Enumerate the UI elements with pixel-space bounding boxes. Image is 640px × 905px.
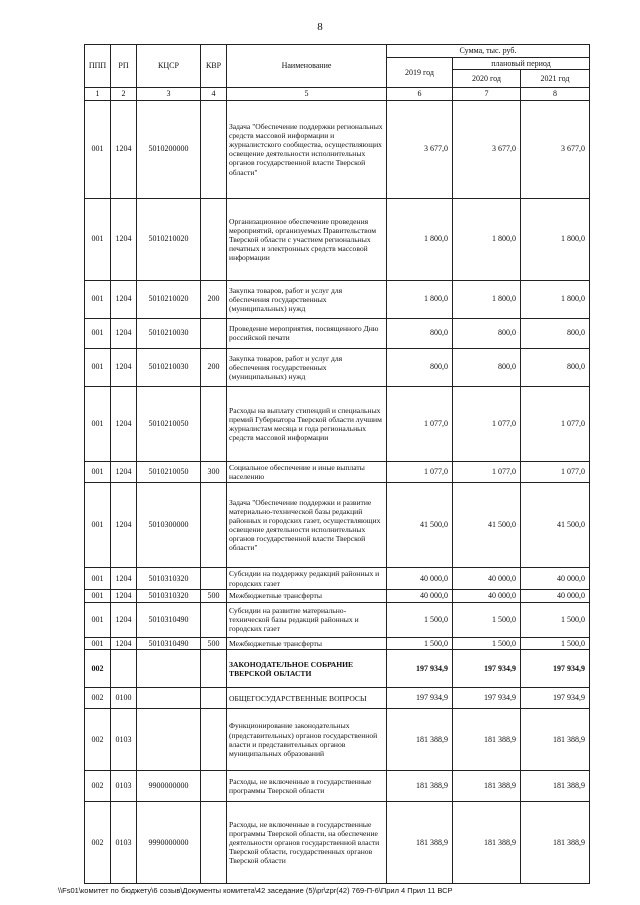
cell-kvr [201,650,227,688]
cell-kvr [201,602,227,637]
table-row [85,461,590,482]
cell-sum-2019: 41 500,0 [387,483,453,568]
cell-sum-2021: 181 388,9 [521,709,590,771]
table-row [85,602,590,637]
cell-ppp: 001 [85,198,111,280]
col-header-2021: 2021 год [521,70,590,88]
cell-sum-2021: 197 934,9 [521,688,590,709]
cell-sum-2019: 40 000,0 [387,590,453,603]
cell-sum-2019: 800,0 [387,348,453,386]
cell-sum-2020: 197 934,9 [453,688,521,709]
cell-sum-2020: 1 077,0 [453,461,521,482]
cell-kvr [201,318,227,348]
cell-sum-2020: 1 800,0 [453,280,521,318]
cell-kvr [201,688,227,709]
budget-rows [85,100,590,883]
cell-sum-2019: 1 800,0 [387,280,453,318]
cell-name: Межбюджетные трансферты [227,637,387,650]
cell-kvr: 200 [201,348,227,386]
cell-ppp: 001 [85,280,111,318]
cell-kvr [201,709,227,771]
cell-ppp: 001 [85,318,111,348]
cell-sum-2020: 181 388,9 [453,802,521,884]
col-header-ppp: ППП [85,45,111,88]
cell-ppp: 001 [85,483,111,568]
cell-ppp: 001 [85,100,111,198]
cell-sum-2021: 800,0 [521,348,590,386]
cell-kcsr: 9990000000 [137,802,201,884]
cell-sum-2019: 197 934,9 [387,650,453,688]
cell-sum-2021: 1 500,0 [521,602,590,637]
table-row [85,348,590,386]
col-header-kvr: КВР [201,45,227,88]
cell-kcsr: 5010210050 [137,461,201,482]
cell-sum-2020: 41 500,0 [453,483,521,568]
column-number-cell: 8 [521,88,590,101]
cell-ppp: 001 [85,590,111,603]
cell-kcsr: 9900000000 [137,771,201,802]
cell-sum-2021: 1 077,0 [521,386,590,461]
cell-ppp: 001 [85,348,111,386]
table-row [85,771,590,802]
cell-name: ОБЩЕГОСУДАРСТВЕННЫЕ ВОПРОСЫ [227,688,387,709]
cell-sum-2019: 1 077,0 [387,461,453,482]
page-number: 8 [317,21,323,33]
cell-sum-2019: 181 388,9 [387,802,453,884]
table-row [85,198,590,280]
col-header-kcsr: КЦСР [137,45,201,88]
cell-sum-2020: 1 500,0 [453,602,521,637]
cell-kcsr: 5010310320 [137,590,201,603]
planned-period-header: плановый период [453,57,590,70]
column-number-cell: 4 [201,88,227,101]
cell-ppp: 001 [85,602,111,637]
cell-name: Закупка товаров, работ и услуг для обеспечения государственных (муниципальных) нужд [227,348,387,386]
cell-sum-2021: 800,0 [521,318,590,348]
column-number-cell: 7 [453,88,521,101]
cell-kvr [201,771,227,802]
cell-name: Социальное обеспечение и иные выплаты населению [227,461,387,482]
column-number-cell: 3 [137,88,201,101]
cell-sum-2020: 1 077,0 [453,386,521,461]
cell-kvr: 300 [201,461,227,482]
cell-ppp: 002 [85,650,111,688]
cell-kcsr: 5010310490 [137,637,201,650]
cell-ppp: 001 [85,386,111,461]
cell-sum-2021: 40 000,0 [521,590,590,603]
col-header-2019: 2019 год [387,57,453,88]
cell-rp: 1204 [111,100,137,198]
cell-rp: 1204 [111,280,137,318]
cell-sum-2019: 1 800,0 [387,198,453,280]
table-row [85,688,590,709]
cell-name: Субсидии на развитие материально-технической базы редакций районных и городских газет [227,602,387,637]
cell-sum-2020: 40 000,0 [453,568,521,590]
cell-name: Расходы, не включенные в государственные программы Тверской области [227,771,387,802]
cell-sum-2020: 800,0 [453,348,521,386]
cell-sum-2021: 41 500,0 [521,483,590,568]
cell-sum-2021: 1 800,0 [521,280,590,318]
table-row [85,709,590,771]
cell-rp: 1204 [111,637,137,650]
cell-ppp: 002 [85,709,111,771]
cell-sum-2020: 197 934,9 [453,650,521,688]
cell-ppp: 001 [85,637,111,650]
cell-sum-2019: 181 388,9 [387,771,453,802]
cell-sum-2021: 181 388,9 [521,802,590,884]
cell-kcsr: 5010210020 [137,198,201,280]
cell-name: Проведение мероприятия, посвященного Дню российской печати [227,318,387,348]
cell-ppp: 002 [85,688,111,709]
cell-rp [111,650,137,688]
cell-sum-2019: 1 077,0 [387,386,453,461]
cell-kcsr: 5010310490 [137,602,201,637]
table-row [85,590,590,603]
table-row [85,802,590,884]
cell-rp: 0103 [111,771,137,802]
cell-sum-2021: 1 800,0 [521,198,590,280]
table-row [85,650,590,688]
column-number-cell: 5 [227,88,387,101]
cell-rp: 1204 [111,198,137,280]
cell-ppp: 002 [85,771,111,802]
table-row [85,100,590,198]
cell-rp: 1204 [111,348,137,386]
table-row [85,318,590,348]
cell-kcsr [137,650,201,688]
cell-rp: 0103 [111,709,137,771]
cell-ppp: 001 [85,568,111,590]
col-header-rp: РП [111,45,137,88]
cell-kvr [201,483,227,568]
col-header-2020: 2020 год [453,70,521,88]
cell-rp: 1204 [111,483,137,568]
cell-sum-2021: 1 077,0 [521,461,590,482]
cell-ppp: 001 [85,461,111,482]
cell-kvr [201,100,227,198]
cell-ppp: 002 [85,802,111,884]
cell-rp: 1204 [111,318,137,348]
cell-sum-2019: 181 388,9 [387,709,453,771]
cell-name: Межбюджетные трансферты [227,590,387,603]
column-number-cell: 2 [111,88,137,101]
cell-sum-2019: 800,0 [387,318,453,348]
cell-name: Расходы на выплату стипендий и специальных премий Губернатора Тверской области лучшим журналистам месяца и года региональных средств массовой информации [227,386,387,461]
cell-name: Субсидии на поддержку редакций районных и городских газет [227,568,387,590]
cell-sum-2021: 181 388,9 [521,771,590,802]
table-row [85,637,590,650]
cell-name: Организационное обеспечение проведения мероприятий, организуемых Правительством Тверской области с участием региональных печатных и электронных средств массовой информации [227,198,387,280]
budget-table [84,44,590,884]
cell-kcsr: 5010210020 [137,280,201,318]
cell-kcsr: 5010210030 [137,318,201,348]
table-row [85,280,590,318]
cell-sum-2019: 1 500,0 [387,602,453,637]
footer-file-path: \\Fs01\комитет по бюджету\6 созыв\Документы комитета\42 заседание (5)\pr\zpr(42) 769-П-6\Прил 4 Прил 11 ВСР [58,886,453,895]
cell-kcsr: 5010310320 [137,568,201,590]
cell-rp: 1204 [111,386,137,461]
sum-header: Сумма, тыс. руб. [387,45,590,58]
table-row [85,386,590,461]
cell-name: Задача "Обеспечение поддержки региональных средств массовой информации и журналистского сообщества, осуществляющих освещение деятельности исполнительных органов государственной власти Тверской области" [227,100,387,198]
cell-kvr [201,568,227,590]
cell-name: Закупка товаров, работ и услуг для обеспечения государственных (муниципальных) нужд [227,280,387,318]
cell-name: Расходы, не включенные в государственные программы Тверской области, на обеспечение деятельности органов государственной власти Тверской области, государственных органов Тверской области [227,802,387,884]
cell-kvr: 500 [201,637,227,650]
cell-kvr: 200 [201,280,227,318]
cell-sum-2020: 181 388,9 [453,771,521,802]
cell-kcsr [137,688,201,709]
cell-sum-2020: 1 500,0 [453,637,521,650]
cell-sum-2021: 3 677,0 [521,100,590,198]
cell-rp: 1204 [111,568,137,590]
cell-kcsr: 5010210030 [137,348,201,386]
cell-rp: 1204 [111,602,137,637]
cell-kvr: 500 [201,590,227,603]
cell-name: ЗАКОНОДАТЕЛЬНОЕ СОБРАНИЕ ТВЕРСКОЙ ОБЛАСТИ [227,650,387,688]
column-number-row [85,88,590,101]
cell-rp: 1204 [111,461,137,482]
cell-sum-2021: 1 500,0 [521,637,590,650]
table-row [85,568,590,590]
cell-sum-2019: 40 000,0 [387,568,453,590]
col-header-name: Наименование [227,45,387,88]
cell-rp: 0103 [111,802,137,884]
cell-kcsr [137,709,201,771]
table-row [85,483,590,568]
cell-kvr [201,198,227,280]
cell-sum-2021: 40 000,0 [521,568,590,590]
cell-sum-2020: 3 677,0 [453,100,521,198]
cell-name: Задача "Обеспечение поддержки и развитие материально-технической базы редакций районных и городских газет, осуществляющих освещение деятельности исполнительных органов государственной власти Тверской области" [227,483,387,568]
cell-sum-2020: 800,0 [453,318,521,348]
cell-sum-2019: 1 500,0 [387,637,453,650]
cell-sum-2019: 197 934,9 [387,688,453,709]
cell-kcsr: 5010210050 [137,386,201,461]
cell-name: Функционирование законодательных (представительных) органов государственной власти и представительных органов муниципальных образований [227,709,387,771]
cell-sum-2021: 197 934,9 [521,650,590,688]
column-number-cell: 6 [387,88,453,101]
column-number-cell: 1 [85,88,111,101]
cell-kvr [201,802,227,884]
cell-rp: 1204 [111,590,137,603]
cell-kcsr: 5010200000 [137,100,201,198]
cell-sum-2020: 1 800,0 [453,198,521,280]
cell-kcsr: 5010300000 [137,483,201,568]
cell-sum-2020: 181 388,9 [453,709,521,771]
cell-rp: 0100 [111,688,137,709]
cell-sum-2020: 40 000,0 [453,590,521,603]
cell-sum-2019: 3 677,0 [387,100,453,198]
cell-kvr [201,386,227,461]
